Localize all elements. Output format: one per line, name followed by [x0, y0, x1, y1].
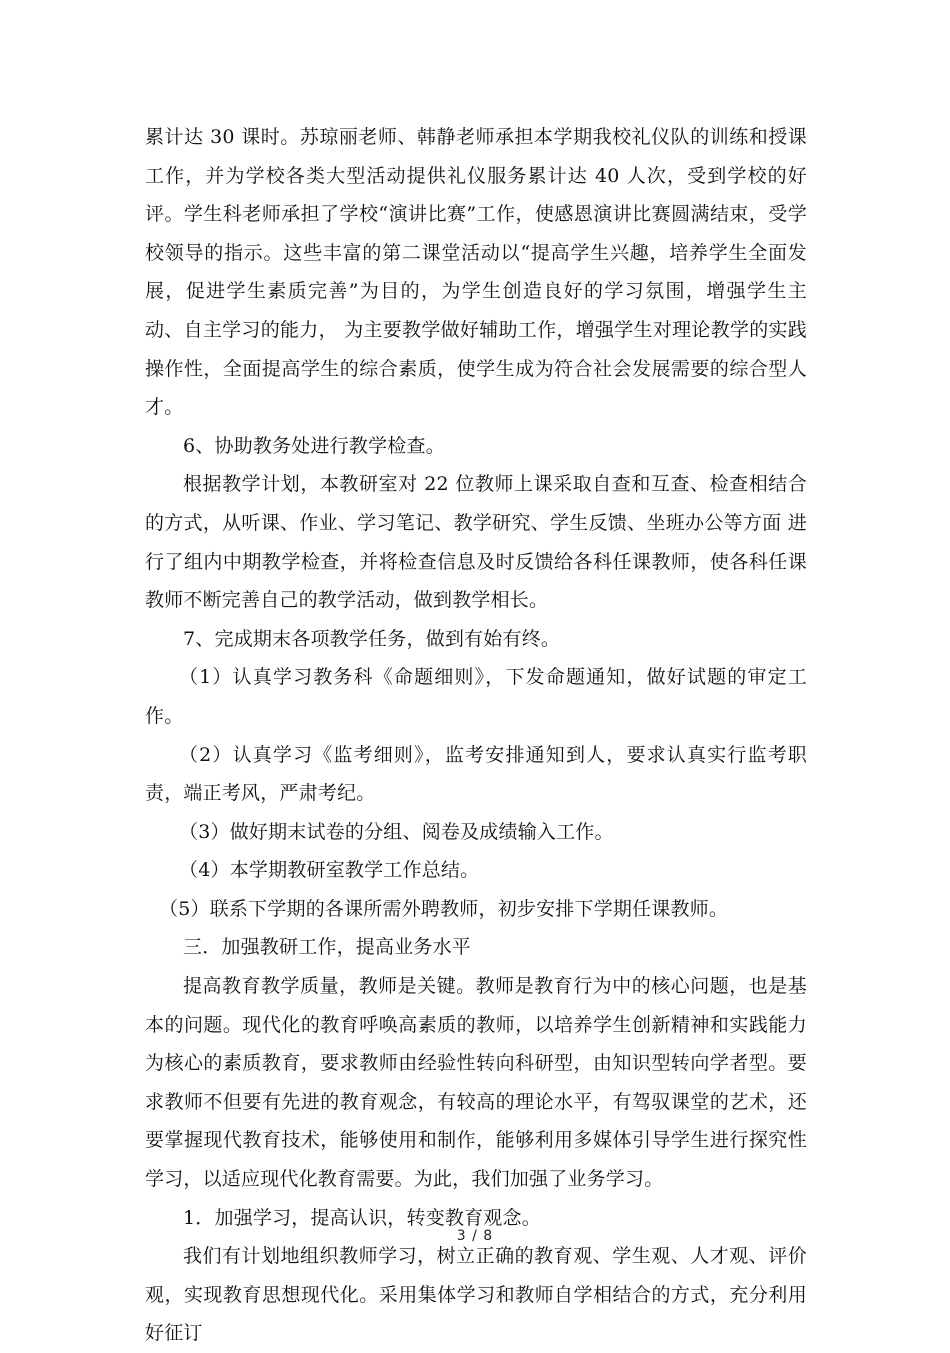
list-item-2: （2）认真学习《监考细则》，监考安排通知到人，要求认真实行监考职责，端正考风，严肃考纪。 — [145, 743, 807, 805]
list-item-3: （3）做好期末试卷的分组、阅卷及成绩输入工作。 — [179, 820, 614, 843]
paragraph-activities-summary: 累计达 30 课时。苏琼丽老师、韩静老师承担本学期我校礼仪队的训练和授课工作，并为学校各类大型活动提供礼仪服务累计达 40 人次，受到学校的好评。学生科老师承担了学校“演讲比赛”工作，使感恩演讲比赛圆满结束，受学校领导的指示。这些丰富的第二课堂活动以“提高学生兴趣，培养学生全面发展，促进学生素质完善”为目的，为学生创造良好的学习氛围，增强学生主动、自主学习的能力， 为主要教学做好辅助工作，增强学生对理论教学的实践操作性，全面提高学生的综合素质，使学生成为符合社会发展需要的综合型人才。 — [145, 126, 807, 419]
section-heading-3: 三．加强教研工作，提高业务水平 — [183, 936, 472, 959]
heading-item-6: 6、协助教务处进行教学检查。 — [183, 434, 445, 457]
document-body — [145, 118, 807, 1353]
paragraph-organize-learning: 我们有计划地组织教师学习，树立正确的教育观、学生观、人才观、评价观，实现教育思想现代化。采用集体学习和教师自学相结合的方式，充分利用好征订 — [145, 1245, 807, 1345]
paragraph-teacher-quality: 提高教育教学质量，教师是关键。教师是教育行为中的核心问题，也是基本的问题。现代化的教育呼唤高素质的教师，以培养学生创新精神和实践能力为核心的素质教育，要求教师由经验性转向科研型，由知识型转向学者型。要求教师不但要有先进的教育观念，有较高的理论水平，有驾驭课堂的艺术，还要掌握现代教育技术，能够使用和制作，能够利用多媒体引导学生进行探究性学习，以适应现代化教育需要。为此，我们加强了业务学习。 — [145, 975, 807, 1191]
page-number: 3 / 8 — [456, 1228, 494, 1244]
list-item-5: （5）联系下学期的各课所需外聘教师，初步安排下学期任课教师。 — [159, 897, 729, 920]
paragraph-teaching-inspection: 根据教学计划，本教研室对 22 位教师上课采取自查和互查、检查相结合的方式，从听课、作业、学习笔记、教学研究、学生反馈、坐班办公等方面 进行了组内中期教学检查，并将检查信息及时反馈给各科任课教师，使各科任课教师不断完善自己的教学活动，做到教学相长。 — [145, 473, 807, 612]
list-item-4: （4）本学期教研室教学工作总结。 — [179, 859, 480, 882]
subheading-1: 1．加强学习，提高认识，转变教育观念。 — [183, 1206, 541, 1229]
list-item-1: （1）认真学习教务科《命题细则》，下发命题通知，做好试题的审定工作。 — [145, 666, 807, 727]
heading-item-7: 7、完成期末各项教学任务，做到有始有终。 — [183, 627, 561, 650]
